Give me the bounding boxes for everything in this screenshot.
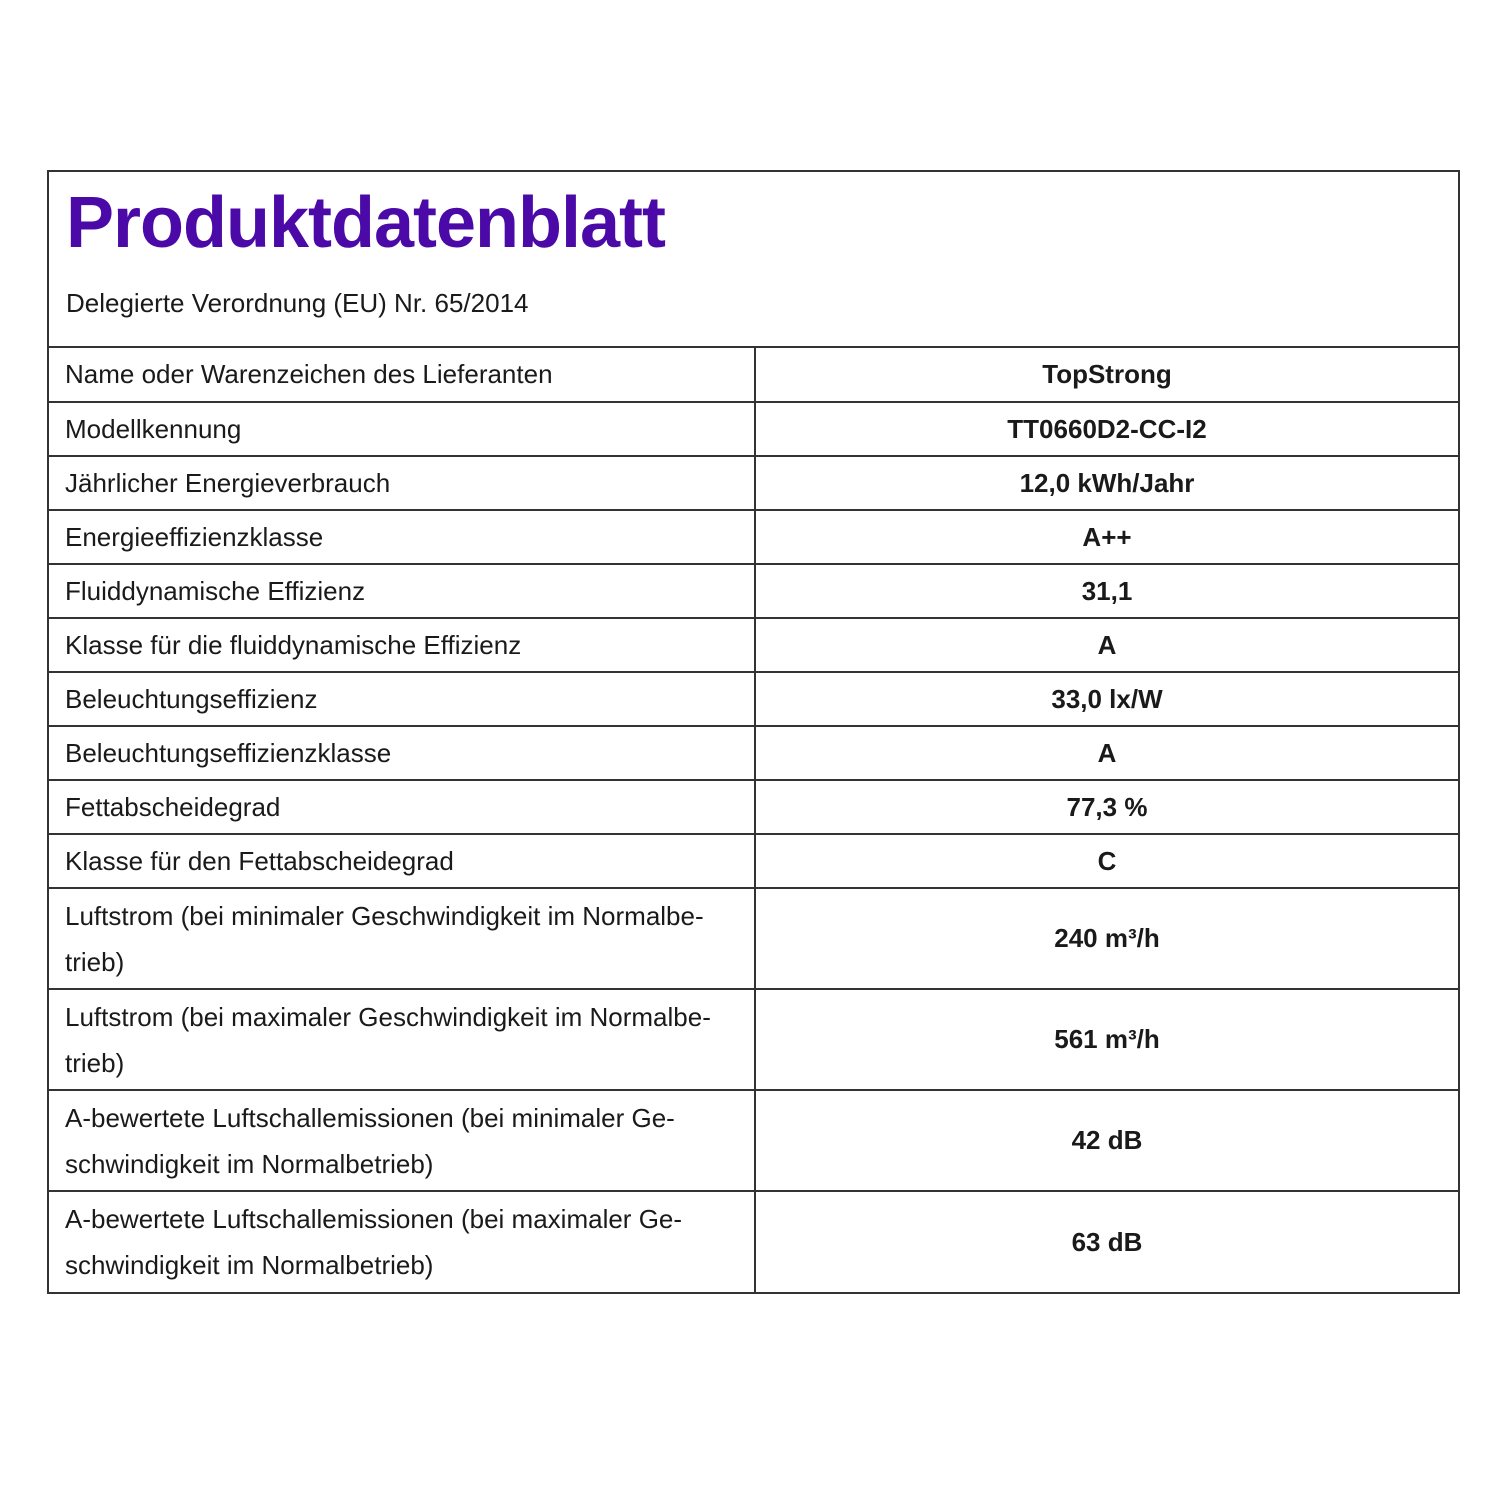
table-row — [49, 726, 1458, 780]
row-value: TT0660D2-CC-I2 — [755, 402, 1458, 456]
row-value: TopStrong — [1042, 359, 1172, 389]
row-label-line-2: schwindigkeit im Normalbetrieb) — [65, 1148, 434, 1179]
page-title: Produktdatenblatt — [66, 183, 666, 263]
table-row — [49, 989, 1458, 1090]
row-label-line-1: Luftstrom (bei maximaler Geschwindigkeit im Normalbe- — [65, 1001, 711, 1032]
row-label — [49, 888, 755, 989]
product-data-sheet — [47, 170, 1460, 1294]
row-label: Name oder Warenzeichen des Lieferanten — [49, 348, 755, 402]
row-value: 33,0 lx/W — [755, 672, 1458, 726]
table-row — [49, 672, 1458, 726]
row-label-line-1: Luftstrom (bei minimaler Geschwindigkeit im Normalbe- — [65, 900, 704, 931]
row-value: 42 dB — [755, 1090, 1458, 1191]
row-label: Beleuchtungseffizienzklasse — [49, 726, 755, 780]
row-label-line-2: trieb) — [65, 1047, 125, 1078]
table-row — [49, 402, 1458, 456]
row-value: A — [755, 726, 1458, 780]
row-label — [49, 989, 755, 1090]
product-data-table — [49, 348, 1458, 1292]
row-label: Fettabscheidegrad — [49, 780, 755, 834]
table-row — [49, 564, 1458, 618]
table-row — [49, 888, 1458, 989]
row-label-line-1: A-bewertete Luftschallemissionen (bei maximaler Ge- — [65, 1204, 683, 1234]
sheet-header — [49, 172, 1458, 348]
table-row — [49, 1191, 1458, 1292]
table-row — [49, 1090, 1458, 1191]
row-value: 63 dB — [755, 1191, 1458, 1292]
row-value: 31,1 — [755, 564, 1458, 618]
row-label: Klasse für die fluiddynamische Effizienz — [49, 618, 755, 672]
row-label-line-2: trieb) — [65, 946, 125, 977]
row-value: C — [755, 834, 1458, 888]
row-label-line-1: A-bewertete Luftschallemissionen (bei minimaler Ge- — [65, 1102, 675, 1133]
row-label: Jährlicher Energieverbrauch — [49, 456, 755, 510]
row-value: A — [755, 618, 1458, 672]
row-label: Beleuchtungseffizienz — [49, 672, 755, 726]
row-label — [49, 1090, 755, 1191]
table-row — [49, 834, 1458, 888]
table-row — [49, 510, 1458, 564]
row-label: Modellkennung — [49, 402, 755, 456]
regulation-reference: Delegierte Verordnung (EU) Nr. 65/2014 — [66, 288, 529, 318]
row-value: A++ — [755, 510, 1458, 564]
row-label-line-2: schwindigkeit im Normalbetrieb) — [65, 1250, 434, 1280]
table-row — [49, 780, 1458, 834]
row-label — [49, 1191, 755, 1292]
row-label: Energieeffizienzklasse — [49, 510, 755, 564]
row-label: Klasse für den Fettabscheidegrad — [49, 834, 755, 888]
table-row — [49, 456, 1458, 510]
row-value: 77,3 % — [755, 780, 1458, 834]
row-value: 12,0 kWh/Jahr — [755, 456, 1458, 510]
row-value: 561 m³/h — [755, 989, 1458, 1090]
row-value: 240 m³/h — [755, 888, 1458, 989]
table-row — [49, 618, 1458, 672]
table-row — [49, 348, 1458, 402]
row-label: Fluiddynamische Effizienz — [49, 564, 755, 618]
